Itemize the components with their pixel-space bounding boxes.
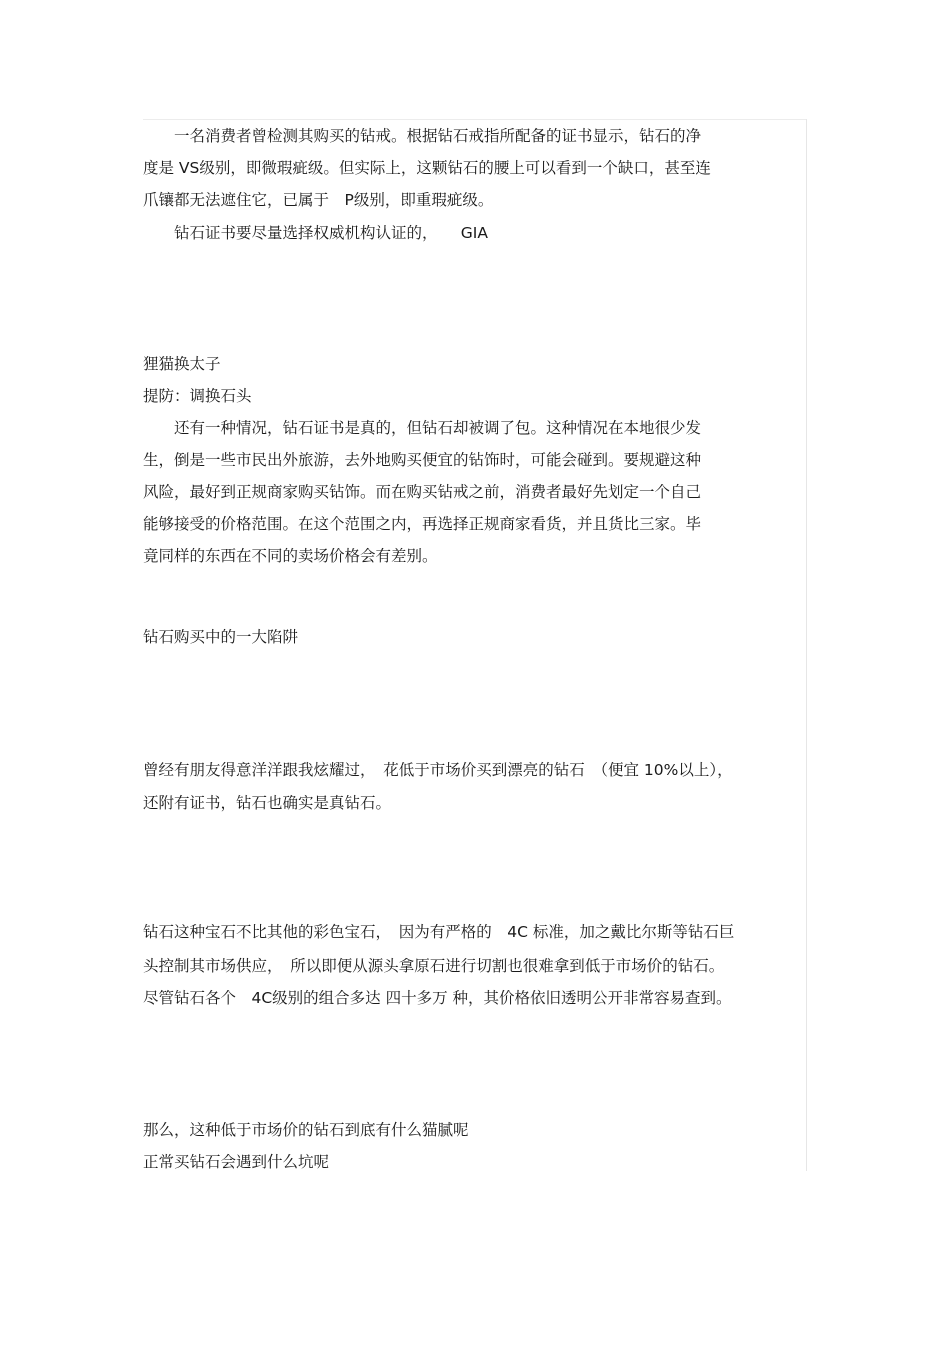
paragraph-3-line-1: 还有一种情况，钻石证书是真的，但钻石却被调了包。这种情况在本地很少发: [143, 419, 702, 437]
paragraph-2-line-1: 钻石证书要尽量选择权威机构认证的， GIA: [143, 224, 488, 242]
paragraph-1-line-3: 爪镶都无法遮住它，已属于 P级别，即重瑕疵级。: [143, 191, 494, 209]
paragraph-5-line-3: 尽管钻石各个 4C级别的组合多达 四十多万 种，其价格依旧透明公开非常容易查到。: [143, 989, 732, 1007]
section-heading-1: 狸猫换太子: [143, 355, 221, 373]
paragraph-3-line-2: 生，倒是一些市民出外旅游，去外地购买便宜的钻饰时，可能会碰到。要规避这种: [143, 451, 702, 469]
paragraph-3-line-5: 竟同样的东西在不同的卖场价格会有差别。: [143, 547, 438, 565]
paragraph-4-line-1: 曾经有朋友得意洋洋跟我炫耀过， 花低于市场价买到漂亮的钻石 （便宜 10%以上），: [143, 761, 733, 779]
page-frame-right-border: [806, 119, 807, 1171]
paragraph-4-line-2: 还附有证书，钻石也确实是真钻石。: [143, 794, 392, 812]
paragraph-3-line-4: 能够接受的价格范围。在这个范围之内，再选择正规商家看货，并且货比三家。毕: [143, 515, 702, 533]
section-heading-2: 钻石购买中的一大陷阱: [143, 628, 299, 646]
closing-question-2: 正常买钻石会遇到什么坑呢: [143, 1153, 330, 1171]
paragraph-3-line-3: 风险，最好到正规商家购买钻饰。而在购买钻戒之前，消费者最好先划定一个自己: [143, 483, 702, 501]
paragraph-5-line-1: 钻石这种宝石不比其他的彩色宝石， 因为有严格的 4C 标准，加之戴比尔斯等钻石巨: [143, 923, 735, 941]
paragraph-1-line-1: 一名消费者曾检测其购买的钻戒。根据钻石戒指所配备的证书显示，钻石的净: [143, 127, 702, 145]
section-subheading-1: 提防：调换石头: [143, 387, 252, 405]
paragraph-5-line-2: 头控制其市场供应， 所以即便从源头拿原石进行切割也很难拿到低于市场价的钻石。: [143, 957, 725, 975]
closing-question-1: 那么，这种低于市场价的钻石到底有什么猫腻呢: [143, 1121, 469, 1139]
paragraph-1-line-2: 度是 VS级别，即微瑕疵级。但实际上，这颗钻石的腰上可以看到一个缺口，甚至连: [143, 159, 711, 177]
page-frame-top-border: [143, 119, 807, 120]
